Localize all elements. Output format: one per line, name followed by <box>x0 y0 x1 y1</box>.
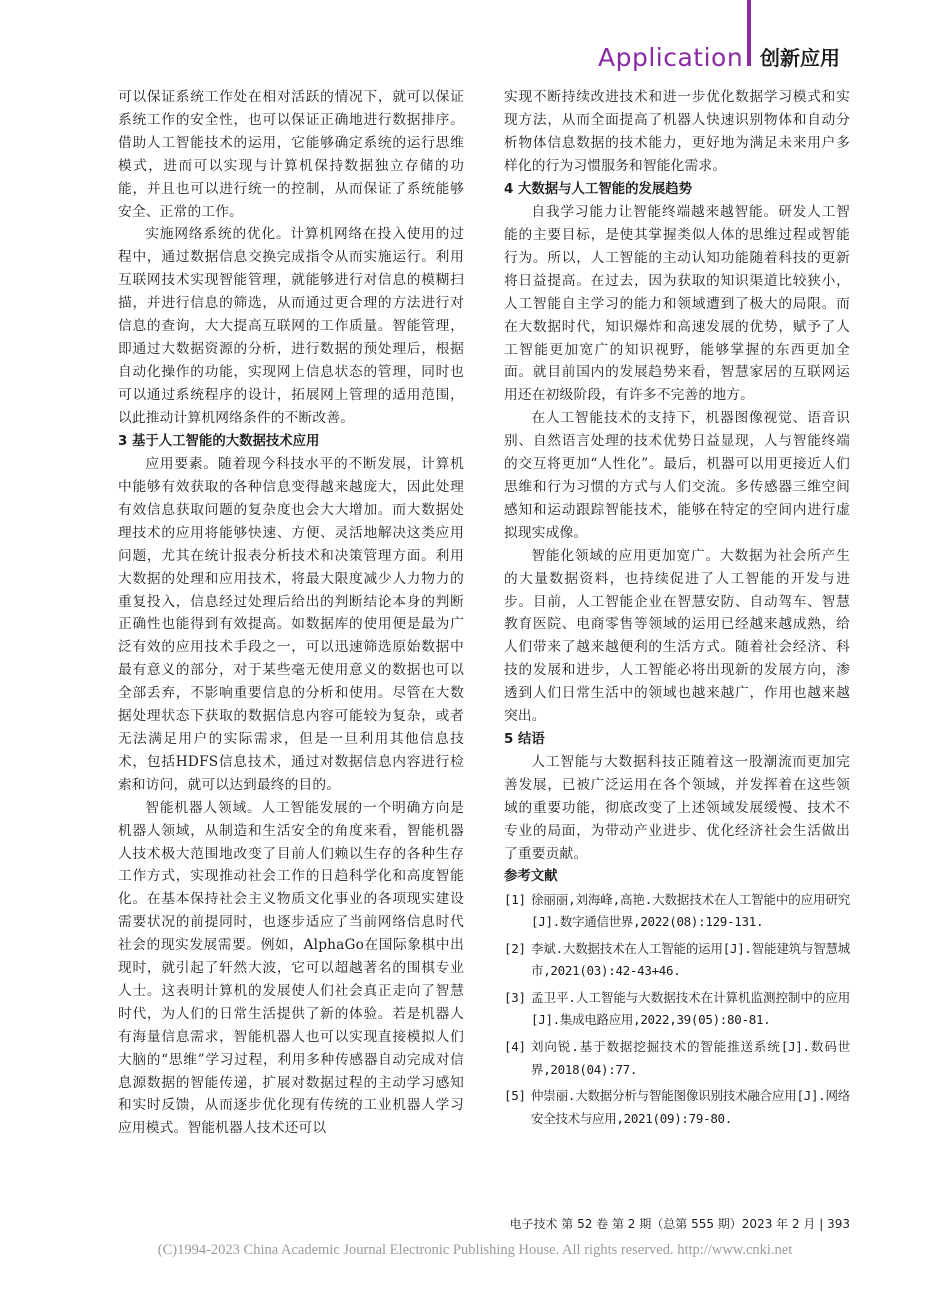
right-column <box>504 86 850 1134</box>
paragraph: 在人工智能技术的支持下，机器图像视觉、语音识别、自然语言处理的技术优势日益显现，人与智能终端的交互将更加“人性化”。最后，机器可以用更接近人们思维和行为习惯的方式与人们交流。多传感器三维空间感知和运动跟踪智能技术，能够在特定的空间内进行虚拟现实成像。 <box>504 410 850 541</box>
paragraph: 人工智能与大数据科技正随着这一股潮流而更加完善发展，已被广泛运用在各个领域，并发挥着在这些领域的重要功能，彻底改变了上述领域发展缓慢、技术不专业的局面，为带动产业进步、优化经济社会生活做出了重要贡献。 <box>504 754 850 863</box>
left-column <box>118 86 464 1140</box>
reference-number: [3] <box>504 989 526 1005</box>
paragraph: 可以保证系统工作处在相对活跃的情况下，就可以保证系统工作的安全性，也可以保证正确地进行数据排序。借助人工智能技术的运用，它能够确定系统的运行思维模式，进而可以实现与计算机保持数据独立存储的功能，并且也可以进行统一的控制，从而保证了系统能够安全、正常的工作。 <box>118 89 464 220</box>
reference-text: 刘向锐.基于数据挖掘技术的智能推送系统[J].数码世界,2018(04):77. <box>531 1039 850 1077</box>
section-heading: 4 大数据与人工智能的发展趋势 <box>504 181 693 197</box>
reference-item <box>504 889 850 934</box>
reference-number: [4] <box>504 1039 526 1055</box>
paragraph: 自我学习能力让智能终端越来越智能。研发人工智能的主要目标，是使其掌握类似人体的思维过程或智能行为。所以，人工智能的主动认知功能随着科技的更新将日益提高。在过去，因为获取的知识渠道比较狭小，人工智能自主学习的能力和领域遭到了极大的局限。而在大数据时代，知识爆炸和高速发展的优势，赋予了人工智能更加宽广的知识视野，能够掌握的东西更加全面。就目前国内的发展趋势来看，智慧家居的互联网运用还在初级阶段，有许多不完善的地方。 <box>504 204 850 404</box>
reference-text: 徐丽丽,刘海峰,高艳.大数据技术在人工智能中的应用研究[J].数字通信世界,2022(08):129-131. <box>531 891 850 930</box>
paragraph: 智能化领域的应用更加宽广。大数据为社会所产生的大量数据资料，也持续促进了人工智能的开发与进步。目前，人工智能企业在智慧安防、自动驾车、智慧教育医院、电商零售等领域的运用已经越来越成熟，给人们带来了越来越便利的生活方式。随着社会经济、科技的发展和进步，人工智能必将出现新的发展方向，渗透到人们日常生活中的领域也越来越广，作用也越来越突出。 <box>504 547 850 725</box>
paragraph: 实施网络系统的优化。计算机网络在投入使用的过程中，通过数据信息交换完成指令从而实施运行。利用互联网技术实现智能管理，就能够进行对信息的模糊扫描，并进行信息的筛选，从而通过更合理的方法进行对信息的查询，大大提高互联网的工作质量。智能管理，即通过大数据资源的分析，进行数据的预处理后，根据自动化操作的功能，实现网上信息状态的管理，同时也可以通过系统程序的设计，拓展网上管理的适用范围，以此推动计算机网络条件的不断改善。 <box>118 226 464 426</box>
paragraph: 实现不断持续改进技术和进一步优化数据学习模式和实现方法，从而全面提高了机器人快速识别物体和自动分析物体信息数据的技术能力，更好地为满足未来用户多样化的行为习惯服务和智能化需求。 <box>504 89 850 174</box>
paragraph: 应用要素。随着现今科技水平的不断发展，计算机中能够有效获取的各种信息变得越来越庞大，因此处理有效信息获取问题的复杂度也会大大增加。而大数据处理技术的应用将能够快速、方便、灵活地解决这类应用问题，尤其在统计报表分析技术和决策管理方面。利用大数据的处理和应用技术，将最大限度减少人力物力的重复投入，信息经过处理后给出的判断结论本身的判断正确性也能得到有效提高。如数据库的使用便是最为广泛有效的应用技术手段之一，可以迅速筛选原始数据中最有意义的部分，对于某些毫无使用意义的数据也可以全部丢弃，不影响重要信息的分析和使用。尽管在大数据处理状态下获取的数据信息内容可能较为复杂，或者无法满足用户的实际需求，但是一旦利用其他信息技术，包括HDFS信息技术，通过对数据信息内容进行检索和访问，就可以达到最终的目的。 <box>118 456 464 793</box>
reference-item <box>504 1036 850 1081</box>
reference-item <box>504 1085 850 1130</box>
references-heading: 参考文献 <box>504 869 558 884</box>
section-heading: 3 基于人工智能的大数据技术应用 <box>118 433 320 449</box>
reference-text: 李斌.大数据技术在人工智能的运用[J].智能建筑与智慧城市,2021(03):42-43+46. <box>531 940 850 979</box>
paragraph: 智能机器人领域。人工智能发展的一个明确方向是机器人领域，从制造和生活安全的角度来看，智能机器人技术极大范围地改变了目前人们赖以生存的各种生存工作方式，实现推动社会工作的日趋科学化和高度智能化。在基本保持社会主义物质文化事业的各项现实建设需要状况的前提同时，也逐步适应了当前网络信息时代社会的现实发展需要。例如，AlphaGo在国际象棋中出现时，就引起了轩然大波，它可以超越著名的围棋专业人士。这表明计算机的发展使人们社会真正走向了智慧时代，为人们的日常生活提供了新的体验。若是机器人有海量信息需求，智能机器人也可以实现直接模拟人们大脑的“思维”学习过程，利用多种传感器自动完成对信息源数据的智能传递，扩展对数据过程的主动学习感知和实时反馈，从而逐步优化现有传统的工业机器人学习应用模式。智能机器人技术还可以 <box>118 799 464 1137</box>
section-label-en: Application <box>598 43 744 72</box>
reference-number: [1] <box>504 891 526 907</box>
reference-number: [5] <box>504 1088 526 1104</box>
reference-item <box>504 987 850 1032</box>
reference-list <box>504 889 850 1131</box>
reference-item <box>504 938 850 983</box>
copyright-watermark: (C)1994-2023 China Academic Journal Electronic Publishing House. All rights reserved. http://www.cnki.net <box>157 1242 793 1258</box>
section-heading: 5 结语 <box>504 731 545 747</box>
page-footer: 电子技术 第 52 卷 第 2 期（总第 555 期）2023 年 2 月 | 393 <box>509 1217 850 1231</box>
reference-text: 仲崇丽.大数据分析与智能图像识别技术融合应用[J].网络安全技术与应用,2021(09):79-80. <box>531 1088 850 1126</box>
reference-number: [2] <box>504 940 526 956</box>
header-accent-bar <box>747 0 751 66</box>
reference-text: 孟卫平.人工智能与大数据技术在计算机监测控制中的应用[J].集成电路应用,2022,39(05):80-81. <box>531 989 850 1028</box>
section-label-cn: 创新应用 <box>760 46 840 70</box>
